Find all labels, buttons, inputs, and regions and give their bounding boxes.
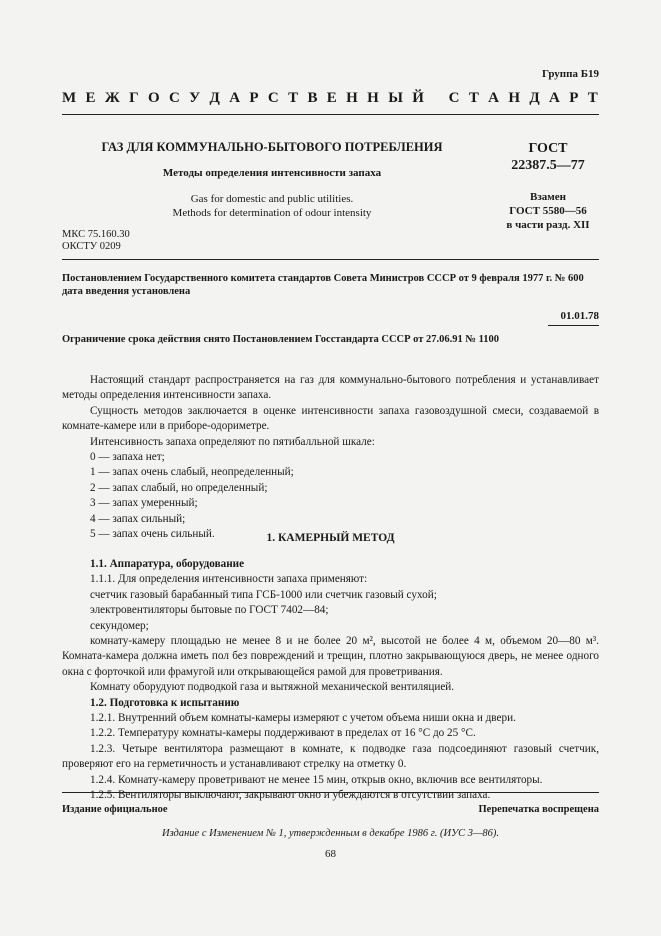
- banner-letter: Ж: [104, 90, 120, 106]
- page-number: 68: [325, 848, 336, 860]
- effective-date: 01.01.78: [560, 310, 599, 322]
- banner-letter: Р: [569, 90, 579, 106]
- introduction: [62, 373, 599, 542]
- banner-letter: С: [168, 90, 180, 106]
- scale-item: 2 — запах слабый, но определенный;: [90, 481, 268, 494]
- equipment-item: электровентиляторы бытовые по ГОСТ 7402—84;: [90, 604, 329, 617]
- banner-letter: А: [549, 90, 560, 106]
- replacement-line-2: ГОСТ 5580—56: [509, 205, 587, 217]
- equipment-item: секундомер;: [90, 619, 149, 632]
- section-title: 1. КАМЕРНЫЙ МЕТОД: [266, 532, 395, 544]
- validity-limit-note: Ограничение срока действия снято Постановлением Госстандарта СССР от 27.06.91 № 1100: [62, 334, 500, 345]
- reprint-prohibited-label: Перепечатка воспрещена: [478, 804, 599, 815]
- banner-letter: С: [267, 90, 279, 106]
- banner-letter: Н: [346, 90, 358, 106]
- gost-number: 22387.5—77: [511, 158, 585, 173]
- gost-designation: [488, 140, 608, 174]
- subsection-heading-1-2: 1.2. Подготовка к испытанию: [90, 696, 240, 709]
- scale-item: 3 — запах умеренный;: [90, 497, 198, 510]
- clause-1-2-4: 1.2.4. Комнату-камеру проветривают не менее 15 мин, открыв окно, включив все вентиляторы.: [90, 773, 543, 786]
- clause-1-2-2: 1.2.2. Температуру комнаты-камеры поддерживают в пределах от 16 °С до 25 °С.: [90, 727, 476, 740]
- banner-letter: Т: [288, 90, 299, 106]
- header-divider: [62, 114, 599, 115]
- banner-letter: О: [147, 90, 160, 106]
- banner-letter: Д: [529, 90, 540, 106]
- decree-line-2: дата введения установлена: [62, 286, 191, 297]
- banner-letter: Е: [326, 90, 337, 106]
- clause-1-2-1: 1.2.1. Внутренний объем комнаты-камеры измеряют с учетом объема ниши окна и двери.: [90, 712, 516, 725]
- equipment-item: комнату-камеру площадью не менее 8 и не более 20 м², высотой не более 4 м, объемом 20—80 м³. Комната-камера должна иметь пол без повреждений и трещин, плотно закрывающуюся дверь, не менее одного окна с форточкой или фрамугой или открывающейся рамой для проветривания.: [62, 635, 599, 678]
- decree-divider: [62, 259, 599, 260]
- official-edition-label: Издание официальное: [62, 804, 168, 815]
- banner-gap: [433, 90, 439, 107]
- replacement-note: [478, 190, 618, 232]
- banner-letter: Е: [85, 90, 96, 106]
- intro-paragraph-3: Интенсивность запаха определяют по пятибалльной шкале:: [90, 435, 375, 448]
- interstate-standard-banner: [62, 90, 598, 107]
- banner-letter: М: [62, 90, 77, 106]
- banner-letter: А: [229, 90, 241, 106]
- banner-letter: Р: [249, 90, 259, 106]
- equipment-item: счетчик газовый барабанный типа ГСБ-1000 или счетчик газовый сухой;: [90, 588, 437, 601]
- banner-letter: А: [488, 90, 500, 106]
- document-subtitle: Методы определения интенсивности запаха: [162, 167, 382, 179]
- banner-letter: Т: [587, 90, 598, 106]
- clause-1-2-3: 1.2.3. Четыре вентилятора размещают в комнате, к подводке газа подсоединяют газовый счетчик, проверяют его на герметичность и устанавливают стрелку на отметку 0.: [62, 742, 599, 771]
- classification-codes: [62, 229, 130, 253]
- amendment-note: Издание с Изменением № 1, утвержденным в декабре 1986 г. (ИУС 3—86).: [162, 828, 499, 839]
- scale-item: 5 — запах очень сильный.: [90, 528, 215, 541]
- scale-item: 0 — запаха нет;: [90, 451, 165, 464]
- intro-paragraph-2: Сущность методов заключается в оценке интенсивности запаха газовоздушной смеси, создаваемой в комнате-камере или в приборе-одориметре.: [62, 404, 599, 433]
- banner-letter: Д: [209, 90, 220, 106]
- english-title-line-2: Methods for determination of odour intensity: [172, 207, 372, 219]
- okstu-code: ОКСТУ 0209: [62, 241, 121, 252]
- banner-letter: Г: [129, 90, 139, 106]
- subsection-heading-1-1: 1.1. Аппаратура, оборудование: [90, 558, 245, 570]
- replacement-line-3: в части разд. XII: [506, 219, 590, 231]
- banner-letter: Ы: [388, 90, 403, 106]
- english-title-line-1: Gas for domestic and public utilities.: [190, 193, 354, 205]
- document-title: ГАЗ ДЛЯ КОММУНАЛЬНО-БЫТОВОГО ПОТРЕБЛЕНИЯ: [101, 140, 443, 154]
- intro-paragraph-1: Настоящий стандарт распространяется на газ для коммунально-бытового потребления и устанавливает методы определения интенсивности запаха.: [62, 374, 599, 402]
- date-underline: [548, 325, 599, 326]
- banner-letter: Й: [412, 90, 424, 106]
- english-title: [62, 192, 482, 220]
- section-1-body: [62, 557, 599, 804]
- banner-letter: Н: [367, 90, 379, 106]
- clause-1-1-1: 1.1.1. Для определения интенсивности запаха применяют:: [90, 573, 368, 586]
- decree-text: [62, 272, 602, 298]
- scale-item: 4 — запах сильный;: [90, 512, 186, 525]
- group-code: Группа Б19: [542, 68, 599, 80]
- banner-letter: С: [448, 90, 460, 106]
- decree-line-1: Постановлением Государственного комитета стандартов Совета Министров СССР от 9 февраля 1977 г. № 600: [62, 273, 584, 284]
- replacement-line-1: Взамен: [530, 191, 566, 203]
- banner-letter: Т: [468, 90, 479, 106]
- mks-code: МКС 75.160.30: [62, 229, 130, 240]
- scale-item: 1 — запах очень слабый, неопределенный;: [90, 466, 294, 479]
- equipment-item: Комнату оборудуют подводкой газа и вытяжной механической вентиляцией.: [90, 681, 455, 694]
- footer-divider: [62, 792, 599, 793]
- banner-letter: В: [307, 90, 318, 106]
- banner-letter: У: [189, 90, 201, 106]
- clause-1-2-5: 1.2.5. Вентиляторы выключают, закрывают окно и убеждаются в отсутствии запаха.: [90, 789, 491, 802]
- gost-label: ГОСТ: [528, 141, 568, 156]
- banner-letter: Н: [508, 90, 521, 106]
